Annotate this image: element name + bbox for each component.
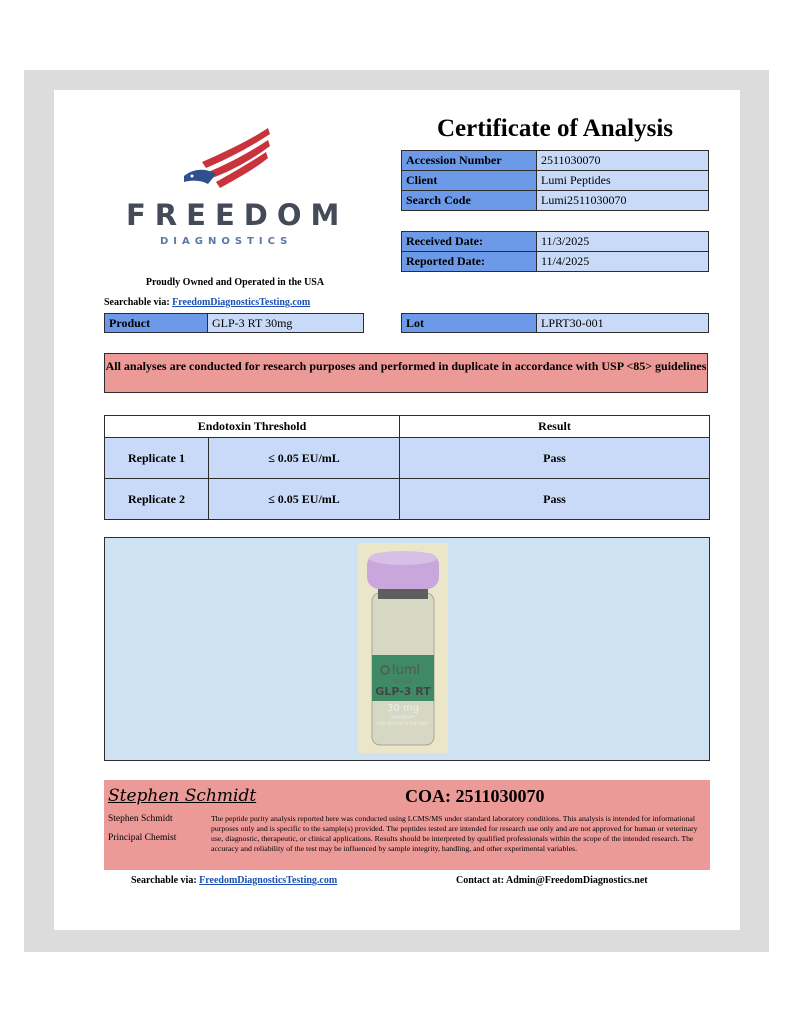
table-row: [105, 438, 710, 479]
product-label: Product: [105, 314, 208, 333]
info-row: [402, 171, 709, 191]
lot-value: LPRT30-001: [537, 314, 709, 333]
contact-email[interactable]: Contact at: Admin@FreedomDiagnostics.net: [456, 875, 648, 886]
searchable-label: Searchable via:: [131, 875, 197, 886]
brand-name: FREEDOM: [126, 198, 349, 232]
page-title: Certificate of Analysis: [436, 115, 674, 142]
searchable-via-top: [104, 297, 310, 308]
endotoxin-results-table: [104, 415, 710, 520]
replicate-name: Replicate 1: [105, 438, 209, 479]
replicate-name: Replicate 2: [105, 479, 209, 520]
date-row: [402, 232, 709, 252]
dates-table: [401, 231, 709, 272]
vial-brand: lumi: [392, 663, 421, 678]
brand-subtitle: DIAGNOSTICS: [160, 236, 293, 247]
info-value: Lumi2511030070: [537, 191, 709, 211]
info-key: Search Code: [402, 191, 537, 211]
replicate-result: Pass: [400, 479, 710, 520]
signature: Stephen Schmidt: [108, 786, 257, 806]
info-key: Client: [402, 171, 537, 191]
info-value: Lumi Peptides: [537, 171, 709, 191]
chemist-name: Stephen Schmidt: [108, 814, 173, 824]
usp-banner: All analyses are conducted for research purposes and performed in duplicate in accordance with USP <85> guidelines: [104, 353, 708, 393]
lot-label: Lot: [402, 314, 537, 333]
vial-purity: 99% PURITY: [390, 715, 416, 720]
searchable-via-bottom: [131, 875, 337, 886]
vial-use: FOR RESEARCH USE ONLY: [377, 721, 429, 726]
date-key: Reported Date:: [402, 252, 537, 272]
disclaimer-text: The peptide purity analysis reported here was conducted using LCMS/MS under standard laboratory conditions. This analysis is intended for informational purposes only and is specific to the sample(s) provided. The peptides tested are intended for research use only and are not approved for human or veterinary use, diagnostic, therapeutic, or clinical applications. Results should be interpreted by qualified professionals within the scope of the intended research. The accuracy and reliability of the test may be influenced by sample integrity, handling, and other experimental variables.: [211, 814, 698, 853]
replicate-result: Pass: [400, 438, 710, 479]
chemist-role: Principal Chemist: [108, 833, 177, 843]
date-value: 11/4/2025: [537, 252, 709, 272]
date-row: [402, 252, 709, 272]
info-row: [402, 151, 709, 171]
vial-dose: 30 mg: [387, 703, 419, 714]
product-table: [104, 313, 364, 333]
coa-number: COA: 2511030070: [405, 786, 545, 806]
searchable-label: Searchable via:: [104, 297, 170, 308]
info-value: 2511030070: [537, 151, 709, 171]
lot-table: [401, 313, 709, 333]
searchable-link[interactable]: FreedomDiagnosticsTesting.com: [172, 297, 311, 308]
searchable-link[interactable]: FreedomDiagnosticsTesting.com: [199, 875, 338, 886]
info-row: [402, 191, 709, 211]
table-row: [105, 479, 710, 520]
info-key: Accession Number: [402, 151, 537, 171]
result-header: Result: [400, 416, 710, 438]
results-header: [105, 416, 710, 438]
brand-tagline: Proudly Owned and Operated in the USA: [145, 277, 325, 288]
vial-brand-sub: PEPTIDES: [393, 679, 413, 684]
eagle-flag-logo-icon: [180, 126, 276, 192]
date-key: Received Date:: [402, 232, 537, 252]
accession-info-table: [401, 150, 709, 211]
threshold-header: Endotoxin Threshold: [105, 416, 400, 438]
vial-product: GLP-3 RT: [375, 685, 431, 698]
peptide-vial-photo: [358, 543, 448, 753]
replicate-threshold: ≤ 0.05 EU/mL: [209, 479, 400, 520]
replicate-threshold: ≤ 0.05 EU/mL: [209, 438, 400, 479]
product-value: GLP-3 RT 30mg: [208, 314, 364, 333]
date-value: 11/3/2025: [537, 232, 709, 252]
